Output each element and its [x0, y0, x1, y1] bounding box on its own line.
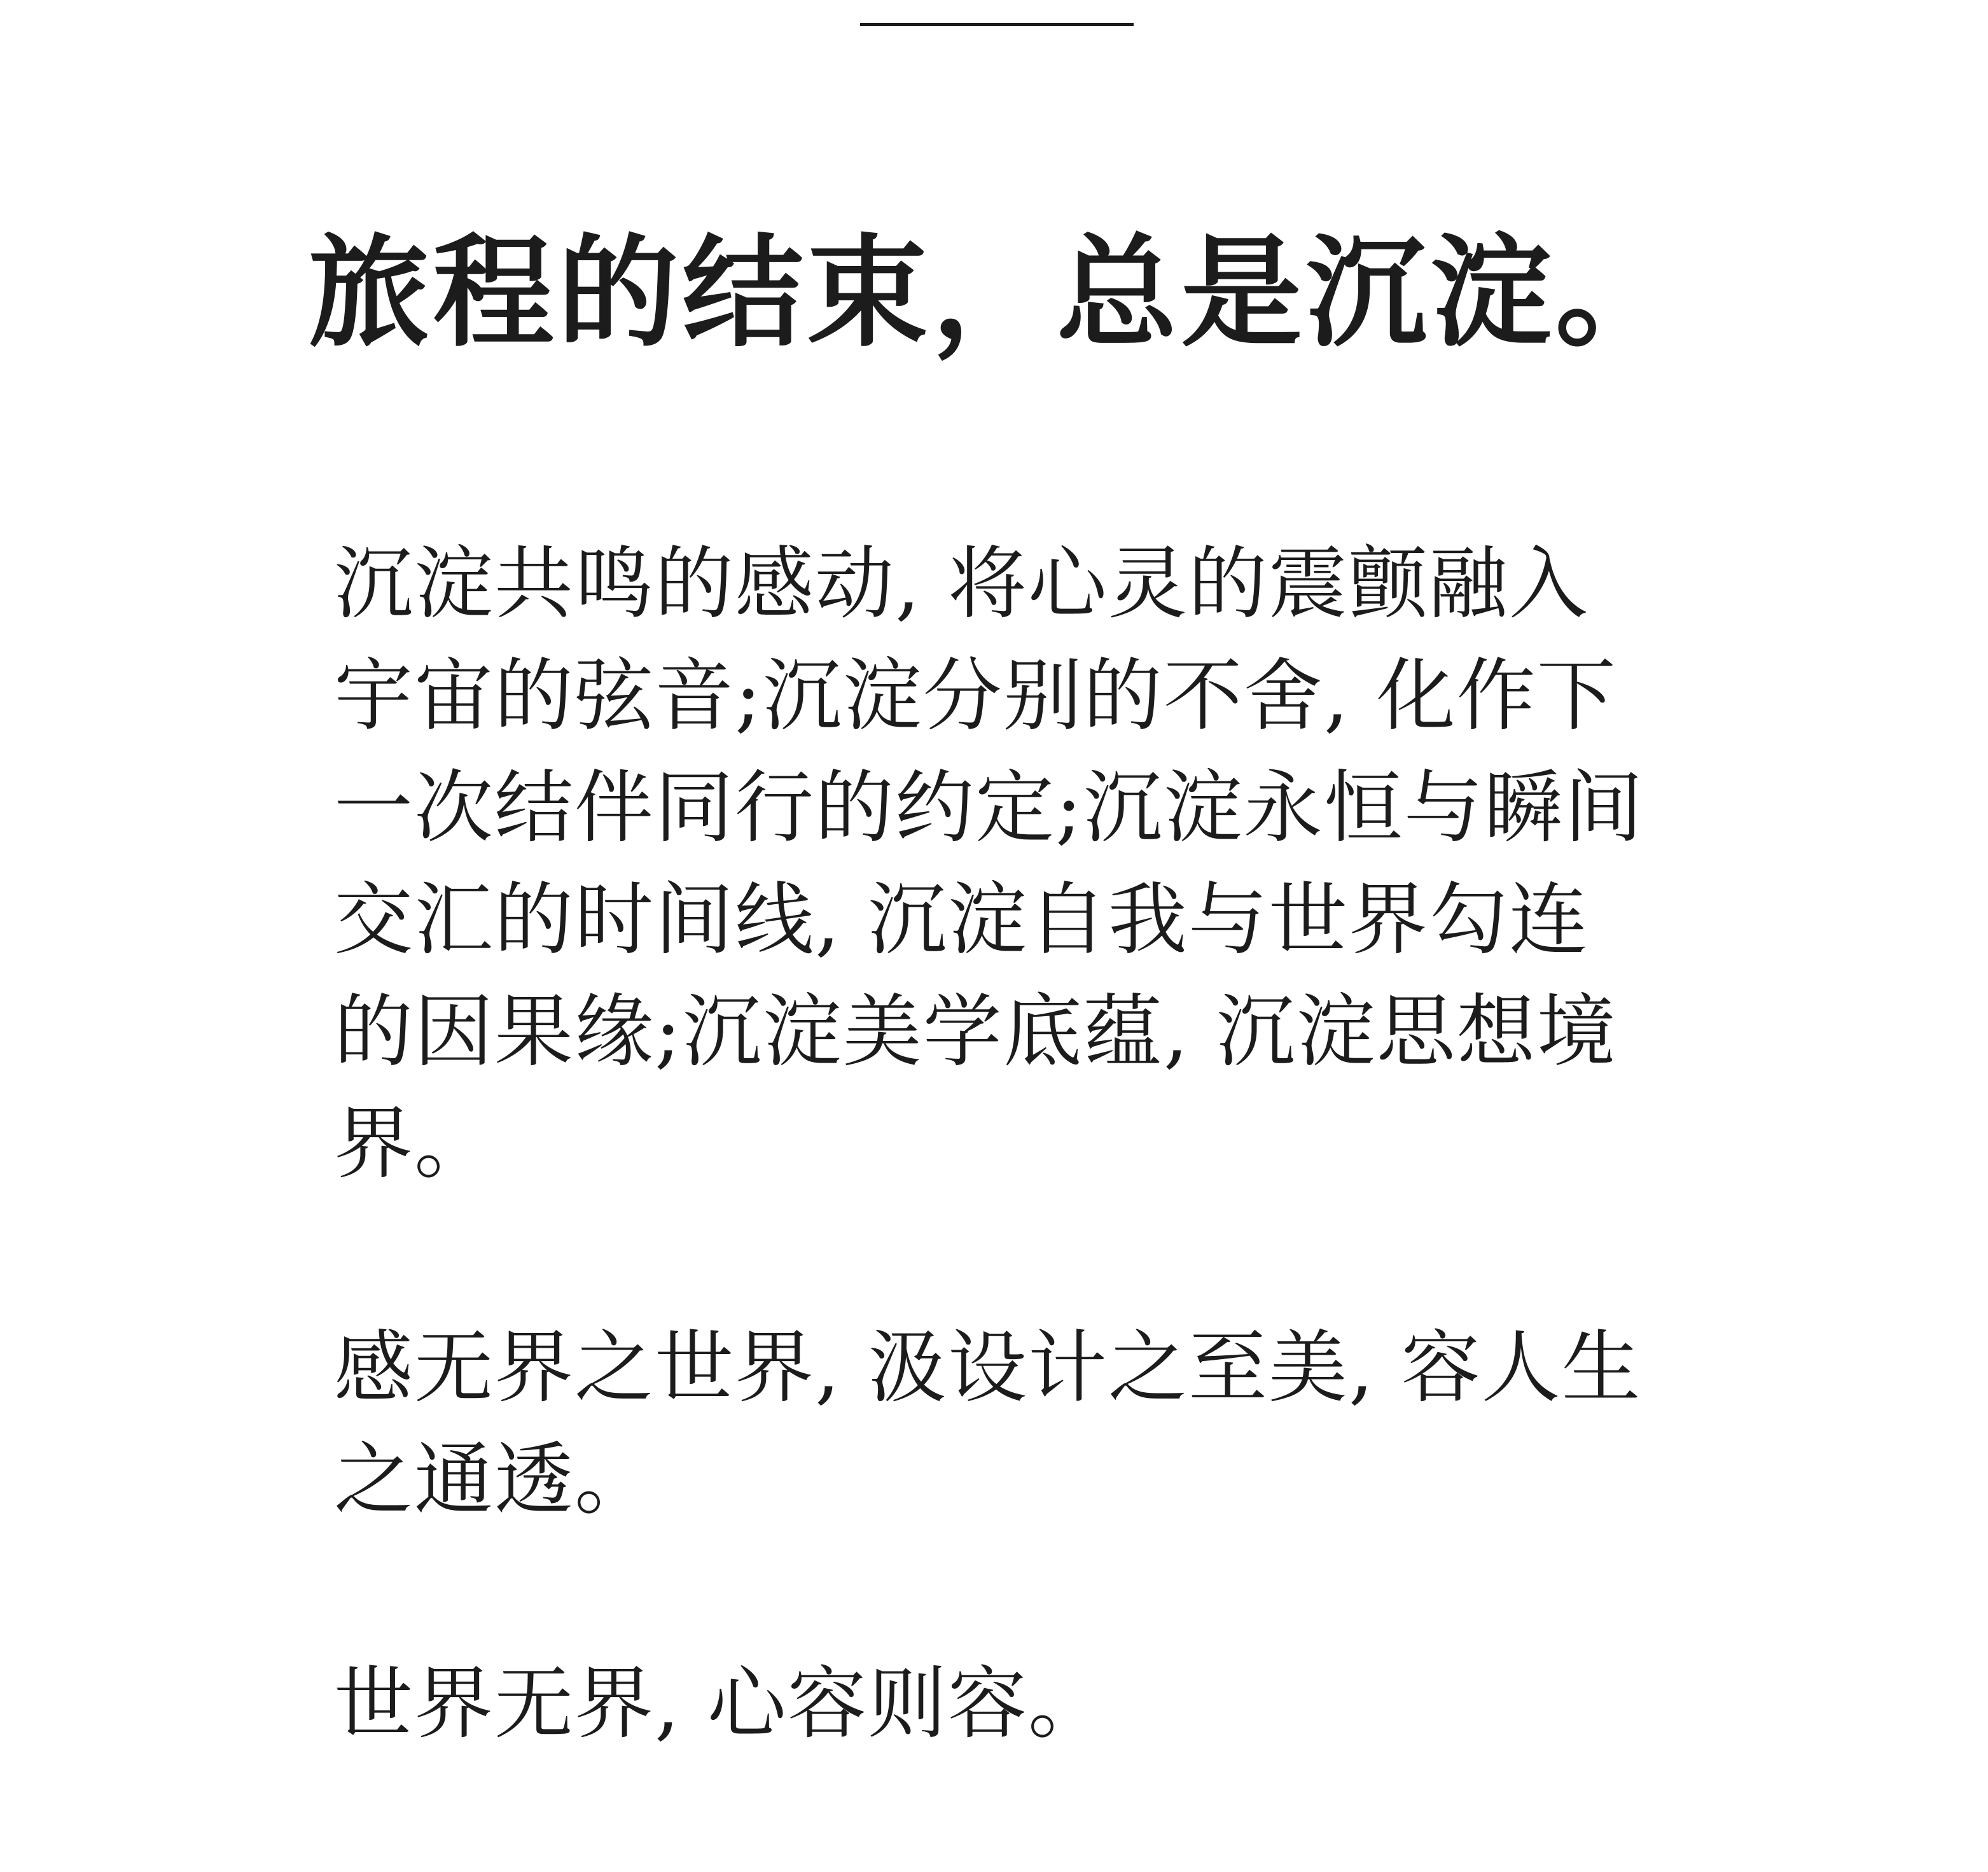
paragraph-boundless-world: 感无界之世界, 汲设计之至美, 容人生之通透。	[334, 1322, 1642, 1526]
page-title: 旅程的结束，总是沉淀。	[308, 221, 1680, 363]
body-text	[334, 528, 1664, 1872]
paragraph-closing-motto: 世界无界, 心容则容。	[334, 1658, 1108, 1750]
top-divider	[860, 23, 1134, 26]
paragraph-sedimentation: 沉淀共鸣的感动, 将心灵的震颤融入宇宙的弦音;沉淀分别的不舍, 化作下一次结伴同行的约定;沉淀永恒与瞬间交汇的时间线, 沉淀自我与世界勾连的因果缘;沉淀美学底蕴, 沉淀思想境界。	[334, 538, 1644, 1190]
